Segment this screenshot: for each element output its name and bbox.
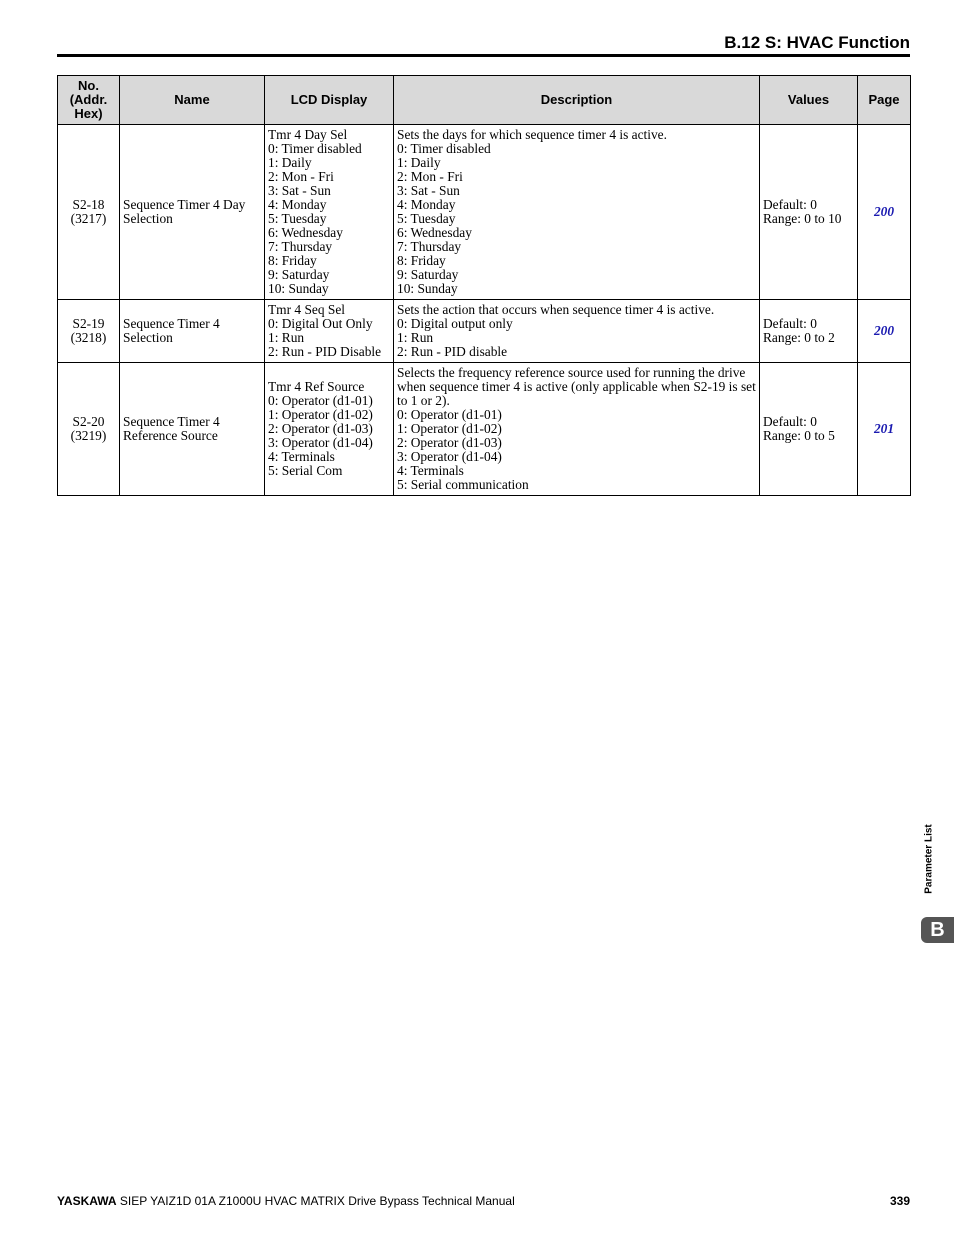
param-values: Default: 0 Range: 0 to 5 [760,363,858,496]
column-header-lcd: LCD Display [265,76,394,125]
page-number: 339 [889,1194,910,1208]
table-header-row [58,76,911,125]
param-number: S2-19 (3218) [58,300,120,363]
footer-brand: YASKAWA [57,1194,117,1208]
page-reference [858,125,911,300]
page-link[interactable]: 200 [873,204,895,219]
description: Selects the frequency reference source used for running the drive when sequence timer 4 is active (only applicable when S2-19 is set to 1 or 2). 0: Operator (d1-01) 1: Operator (d1-02) 2: Operator (d1-03) 3: Operator (d1-04) 4: Terminals 5: Serial communication [394,363,760,496]
footer-doc: SIEP YAIZ1D 01A Z1000U HVAC MATRIX Drive Bypass Technical Manual [116,1194,515,1208]
column-header-name: Name [120,76,265,125]
param-name: Sequence Timer 4 Selection [120,300,265,363]
description: Sets the action that occurs when sequence timer 4 is active. 0: Digital output only 1: Run 2: Run - PID disable [394,300,760,363]
page-reference [858,363,911,496]
page-reference [858,300,911,363]
param-name: Sequence Timer 4 Day Selection [120,125,265,300]
lcd-display: Tmr 4 Seq Sel 0: Digital Out Only 1: Run 2: Run - PID Disable [265,300,394,363]
page-link[interactable]: 201 [873,421,895,436]
table-row [58,125,911,300]
table-row [58,363,911,496]
column-header-page: Page [858,76,911,125]
param-values: Default: 0 Range: 0 to 10 [760,125,858,300]
section-title: B.12 S: HVAC Function [724,33,910,52]
param-number: S2-18 (3217) [58,125,120,300]
footer-doc-title [57,1194,515,1208]
lcd-display: Tmr 4 Ref Source 0: Operator (d1-01) 1: Operator (d1-02) 2: Operator (d1-03) 3: Operator (d1-04) 4: Terminals 5: Serial Com [265,363,394,496]
description: Sets the days for which sequence timer 4 is active. 0: Timer disabled 1: Daily 2: Mon - Fri 3: Sat - Sun 4: Monday 5: Tuesday 6: Wednesday 7: Thursday 8: Friday 9: Saturday 10: Sunday [394,125,760,300]
appendix-tab: B [921,917,954,943]
table-row [58,300,911,363]
parameter-table [57,75,911,496]
column-header-no: No. (Addr. Hex) [58,76,120,125]
side-section-label: Parameter List [923,824,935,894]
param-name: Sequence Timer 4 Reference Source [120,363,265,496]
column-header-values: Values [760,76,858,125]
column-header-description: Description [394,76,760,125]
lcd-display: Tmr 4 Day Sel 0: Timer disabled 1: Daily 2: Mon - Fri 3: Sat - Sun 4: Monday 5: Tuesday 6: Wednesday 7: Thursday 8: Friday 9: Saturday 10: Sunday [265,125,394,300]
header-rule [57,54,910,57]
param-number: S2-20 (3219) [58,363,120,496]
page-link[interactable]: 200 [873,323,895,338]
param-values: Default: 0 Range: 0 to 2 [760,300,858,363]
